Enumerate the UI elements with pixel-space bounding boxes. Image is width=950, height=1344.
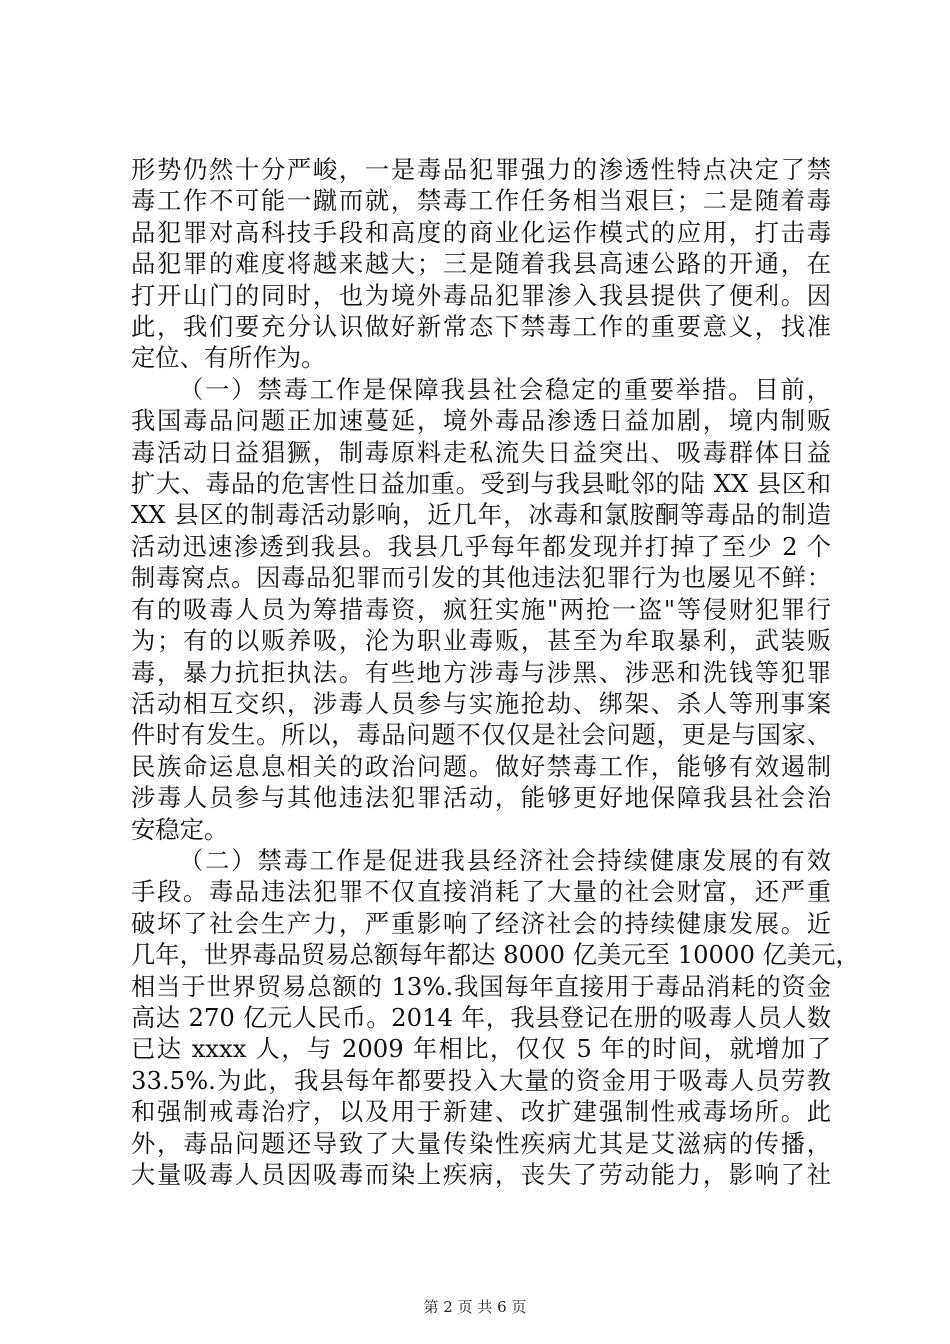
text-line: 为；有的以贩养吸，沦为职业毒贩，甚至为牟取暴利，武装贩 — [131, 626, 831, 656]
text-line: 毒，暴力抗拒执法。有些地方涉毒与涉黑、涉恶和洗钱等犯罪 — [131, 657, 831, 687]
text-line: 手段。毒品违法犯罪不仅直接消耗了大量的社会财富，还严重 — [131, 877, 831, 907]
text-line: 大量吸毒人员因吸毒而染上疾病，丧失了劳动能力，影响了社 — [131, 1160, 831, 1189]
text-line: 有的吸毒人员为筹措毒资，疯狂实施"两抢一盗"等侵财犯罪行 — [131, 594, 831, 624]
text-line: 毒工作不可能一蹴而就，禁毒工作任务相当艰巨；二是随着毒 — [131, 186, 831, 216]
text-line: 品犯罪对高科技手段和高度的商业化运作模式的应用，打击毒 — [131, 217, 831, 247]
text-line: 毒活动日益猖獗，制毒原料走私流失日益突出、吸毒群体日益 — [131, 437, 831, 467]
text-line: 形势仍然十分严峻，一是毒品犯罪强力的渗透性特点决定了禁 — [131, 155, 831, 184]
text-line: 已达 xxxx 人，与 2009 年相比，仅仅 5 年的时间，就增加了 — [131, 1034, 831, 1064]
text-line: 件时有发生。所以，毒品问题不仅仅是社会问题，更是与国家、 — [131, 720, 831, 750]
text-line: 活动相互交织，涉毒人员参与实施抢劫、绑架、杀人等刑事案 — [131, 688, 831, 718]
text-line: 外，毒品问题还导致了大量传染性疾病尤其是艾滋病的传播， — [131, 1128, 831, 1158]
paragraph-section-one — [131, 374, 831, 845]
text-line: 民族命运息息相关的政治问题。做好禁毒工作，能够有效遏制 — [131, 751, 831, 781]
text-line: 活动迅速渗透到我县。我县几乎每年都发现并打掉了至少 2 个 — [131, 531, 831, 561]
text-line: 扩大、毒品的危害性日益加重。受到与我县毗邻的陆 XX 县区和 — [131, 469, 831, 499]
text-line: XX 县区的制毒活动影响，近几年，冰毒和氯胺酮等毒品的制造 — [131, 500, 831, 530]
page-number-footer: 第 2 页 共 6 页 — [423, 1298, 527, 1316]
text-line: （二）禁毒工作是促进我县经济社会持续健康发展的有效 — [179, 845, 831, 875]
text-line: 33.5%.为此，我县每年都要投入大量的资金用于吸毒人员劳教 — [131, 1065, 831, 1095]
text-line: （一）禁毒工作是保障我县社会稳定的重要举措。目前， — [179, 374, 831, 404]
text-line: 破坏了社会生产力，严重影响了经济社会的持续健康发展。近 — [131, 908, 831, 938]
text-line: 我国毒品问题正加速蔓延，境外毒品渗透日益加剧，境内制贩 — [131, 406, 831, 436]
text-line: 打开山门的同时，也为境外毒品犯罪渗入我县提供了便利。因 — [131, 280, 831, 310]
paragraph-section-two — [131, 845, 860, 1190]
text-line: 涉毒人员参与其他违法犯罪活动，能够更好地保障我县社会治 — [131, 783, 831, 813]
paragraph-situation — [131, 154, 831, 374]
text-line: 制毒窝点。因毒品犯罪而引发的其他违法犯罪行为也屡见不鲜： — [131, 563, 831, 593]
text-line: 定位、有所作为。 — [131, 343, 326, 373]
text-line: 品犯罪的难度将越来越大；三是随着我县高速公路的开通，在 — [131, 249, 831, 279]
text-line: 和强制戒毒治疗，以及用于新建、改扩建强制性戒毒场所。此 — [131, 1097, 831, 1127]
text-line: 安稳定。 — [131, 814, 229, 844]
text-line: 高达 270 亿元人民币。2014 年，我县登记在册的吸毒人员人数 — [131, 1002, 831, 1032]
text-line: 此，我们要充分认识做好新常态下禁毒工作的重要意义，找准 — [131, 312, 831, 342]
text-line: 几年，世界毒品贸易总额每年都达 8000 亿美元至 10000 亿美元， — [131, 940, 860, 970]
text-line: 相当于世界贸易总额的 13%.我国每年直接用于毒品消耗的资金 — [131, 971, 831, 1001]
document-body — [131, 154, 860, 1190]
